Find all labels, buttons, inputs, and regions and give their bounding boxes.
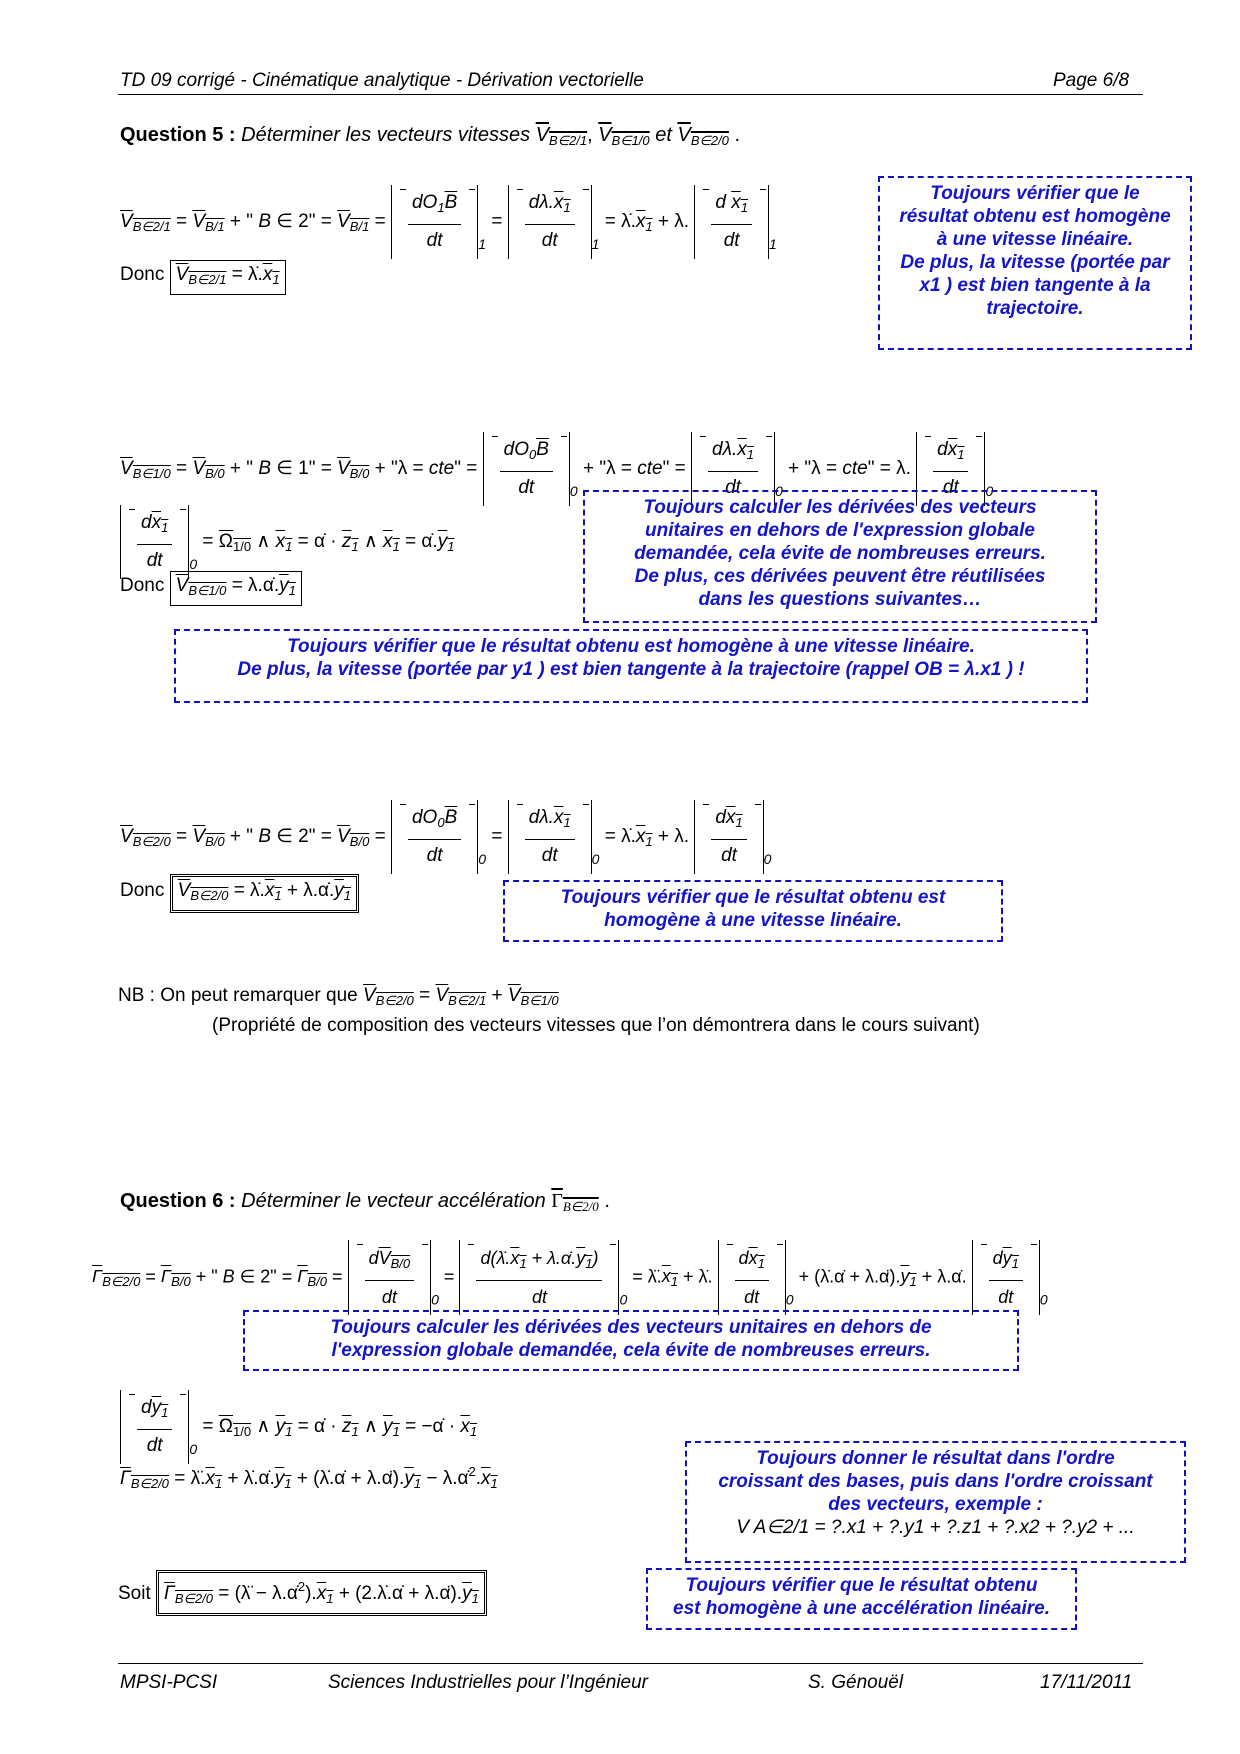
note-7: Toujours vérifier que le résultat obtenu est homogène à une accélération linéaire. [646,1568,1077,1630]
eq2-result-box: $V_{B\in 1/0}$ = $\lambda.\alphȧ.y_1$ [170,571,302,606]
q5-v3: $V_{B\in 2/0}$ [677,124,729,148]
eq4-soit: Soit $\Gamma_{B\in 2/0}$ = (λ̈ − $\lambda.\alphȧ^2).x_1$ + (2.λ̇.α̇ + $\lambda.\alphä).y_1$ [118,1570,487,1616]
q6-gamma: $\Gamma_{B\in 2/0}$ [551,1190,599,1214]
note-3: Toujours vérifier que le résultat obtenu est homogène à une vitesse linéaire. De plus, la vitesse (portée par y1 ) est bien tangente à la trajectoire (rappel OB = λ.x1 ) ! [174,629,1088,703]
note-5: Toujours calculer les dérivées des vecteurs unitaires en dehors de l'expression globale demandée, cela évite de nombreuses erreurs. [243,1310,1019,1371]
equation-2: $V_{B\in 1/0} = V_{B/0}$ + " B ∈ 1" = $V_{B/0}$ + "λ = cte" = $\frac{dO_0\overline{B}}{dt}$ $_0$ + "λ = cte" = $\frac{d\lambda.x_1}{dt}$ $_0$ + "λ = cte" = λ. $\frac{dx_1}{dt}$ $_0$ [120,432,993,506]
equation-4b: $\frac{dy_1}{dt}$ $_0 = \Omega_{1/0}$ ∧ $y_1$ = α̇ · $z_1$ ∧ $y_1$ = −α̇ · $x_1$ [120,1390,477,1464]
eq3-donc: Donc $V_{B\in 2/0}$ = $\lambdȧ.x_1$ + $\lambda.\alphȧ.y_1$ [120,874,359,913]
footer-date: 17/11/2011 [1040,1672,1133,1693]
note-6: Toujours donner le résultat dans l'ordre croissant des bases, puis dans l'ordre croissant des vecteurs, exemple : V A∈2/1 = ?.x1 + ?.y1 + ?.z1 + ?.x2 + ?.y2 + ... [685,1441,1186,1563]
note-1: Toujours vérifier que le résultat obtenu est homogène à une vitesse linéaire. De plus, la vitesse (portée par x1 ) est bien tangente à la trajectoire. [878,176,1192,350]
equation-1: $V_{B\in 2/1} = V_{B/1}$ + " B ∈ 2" = $V_{B/1}$ = $\frac{dO_1\overline{B}}{dt}$ $_1$ = $\frac{d\lambda.x_1}{dt}$ $_1 = \lambdȧ.x_1 + \lambda$. $\frac{d x_1}{dt}$ $_1$ [120,185,777,259]
question-6-label: Question 6 : [120,1190,236,1212]
question-5: Question 5 : Déterminer les vecteurs vitesses $V_{B\in 2/1}$, $V_{B\in 1/0}$ et $V_{B\in 2/0}$ . [120,124,741,148]
eq1-result-box: $V_{B\in 2/1}$ = $\lambdȧ.x_1$ [170,260,286,295]
equation-4c: $\Gamma_{B\in 2/0}$ = $\lambdä.x_1$ + $\lambdȧ.\alphȧ.y_1$ + (λ̇.α̇ + $\lambda.\alphä).y_1$ − $\lambda.\alphȧ^2.x_1$ [120,1464,498,1491]
note-4: Toujours vérifier que le résultat obtenu est homogène à une vitesse linéaire. [503,880,1003,942]
question-5-text: Déterminer les vecteurs vitesses [241,124,531,146]
note-2: Toujours calculer les dérivées des vecteurs unitaires en dehors de l'expression globale demandée, cela évite de nombreuses erreurs. De plus, ces dérivées peuvent être réutilisées dans les questions suivantes… [583,490,1097,623]
q5-v2: $V_{B\in 1/0}$ [598,124,650,148]
footer-author: S. Génouël [808,1672,904,1693]
footer-rule [118,1663,1143,1664]
nb-text: NB : On peut remarquer que [118,985,358,1006]
question-5-label: Question 5 : [120,124,236,146]
eq1-donc: Donc $V_{B\in 2/1}$ = $\lambdȧ.x_1$ [120,260,286,295]
question-6: Question 6 : Déterminer le vecteur accélération $\Gamma_{B\in 2/0}$ . [120,1190,610,1214]
nb-note: (Propriété de composition des vecteurs vitesses que l’on démontrera dans le cours suivant) [212,1015,980,1036]
equation-2b: $\frac{dx_1}{dt}$ $_0 = \Omega_{1/0}$ ∧ $x_1$ = α̇ · $z_1$ ∧ $x_1$ = $\alphȧ.y_1$ [120,505,454,579]
header-rule [118,94,1143,95]
footer-subject: Sciences Industrielles pour l’Ingénieur [328,1672,649,1693]
nb-line: NB : On peut remarquer que $V_{B\in 2/0} = V_{B\in 2/1} + V_{B\in 1/0}$ [118,985,559,1008]
q5-v1: $V_{B\in 2/1}$ [535,124,588,148]
eq2-donc: Donc $V_{B\in 1/0}$ = $\lambda.\alphȧ.y_1$ [120,571,302,606]
page-number: Page 6/8 [1053,70,1130,91]
eq4-result-box: $\Gamma_{B\in 2/0}$ = (λ̈ − $\lambda.\alphȧ^2).x_1$ + (2.λ̇.α̇ + $\lambda.\alphä).y_1$ [156,1570,487,1616]
eq3-result-box: $V_{B\in 2/0}$ = $\lambdȧ.x_1$ + $\lambda.\alphȧ.y_1$ [170,874,359,913]
question-6-text: Déterminer le vecteur accélération [241,1190,546,1212]
equation-4: $\Gamma_{B\in 2/0} = \Gamma_{B/0}$ + " B ∈ 2" = $\Gamma_{B/0}$ = $\frac{dV_{B/0}}{dt}$ $_0$ = $\frac{d(\lambdȧ.x_1 + \lambda.\alphȧ.y_1)}{dt}$ $_0 = \lambdä.x_1$ + λ̇. $\frac{dx_1}{dt}$ $_0$ + (λ̇.α̇ + $\lambda.\alphä).y_1$ + λ.α̇. $\frac{dy_1}{dt}$ $_0$ [92,1240,1048,1315]
q5-and: et [655,124,672,146]
footer-class: MPSI-PCSI [120,1672,218,1693]
header-title: TD 09 corrigé - Cinématique analytique - Dérivation vectorielle [120,70,644,91]
equation-3: $V_{B\in 2/0} = V_{B/0}$ + " B ∈ 2" = $V_{B/0}$ = $\frac{dO_0\overline{B}}{dt}$ $_0$ = $\frac{d\lambda.x_1}{dt}$ $_0 = \lambdȧ.x_1 + \lambda$. $\frac{dx_1}{dt}$ $_0$ [120,800,771,874]
